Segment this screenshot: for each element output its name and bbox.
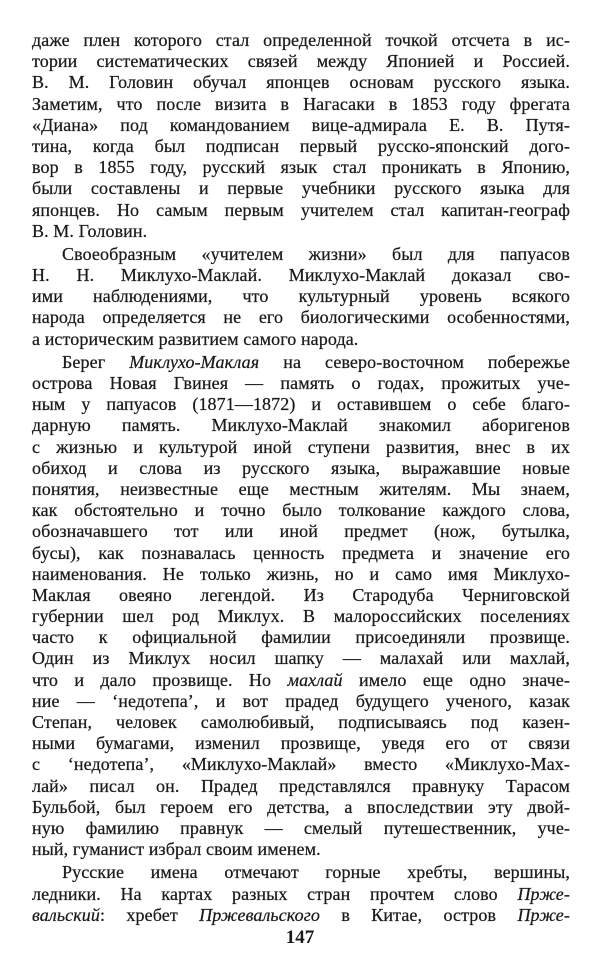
text-segment: с жизнью и культурой иной ступени развития, внес в их bbox=[32, 436, 570, 457]
text-segment: Маклая овеяно легендой. Из Стародуба Черниговской bbox=[32, 584, 570, 605]
text-line bbox=[32, 94, 570, 115]
text-line bbox=[32, 500, 570, 521]
text-line bbox=[32, 479, 570, 500]
text-line bbox=[32, 818, 570, 839]
text-segment: вор в 1855 году, русский язык стал проникать в Японию, bbox=[32, 157, 570, 178]
text-segment: что и дало прозвище. Но bbox=[32, 669, 288, 690]
text-segment: наименования. Не только жизнь, но и само имя Миклухо- bbox=[32, 563, 570, 584]
text-segment: лай» писал он. Прадед представлялся правнуку Тарасом bbox=[32, 775, 570, 796]
text-line bbox=[32, 244, 570, 265]
text-segment: понятия, неизвестные еще местным жителям. Мы знаем, bbox=[32, 478, 570, 499]
text-line bbox=[32, 670, 570, 691]
paragraph bbox=[32, 862, 570, 926]
text-line bbox=[32, 712, 570, 733]
text-line bbox=[32, 373, 570, 394]
text-line bbox=[32, 458, 570, 479]
text-segment: обиход и слова из русского языка, выражавшие новые bbox=[32, 457, 570, 478]
text-segment: в Китае, остров bbox=[319, 904, 518, 925]
text-line bbox=[32, 200, 570, 221]
document-body bbox=[32, 30, 570, 928]
text-line bbox=[32, 839, 570, 860]
text-line bbox=[32, 691, 570, 712]
italic-text: махлай bbox=[287, 669, 343, 690]
text-line bbox=[32, 905, 570, 926]
italic-text: Прже- bbox=[517, 883, 570, 904]
text-line bbox=[32, 178, 570, 199]
text-segment: Заметим, что после визита в Нагасаки в 1853 году фрегата bbox=[32, 93, 570, 114]
text-segment: Бульбой, был героем его детства, а впоследствии эту двой- bbox=[32, 796, 570, 817]
text-line bbox=[32, 115, 570, 136]
italic-text: Миклухо-Маклая bbox=[129, 351, 260, 372]
text-line bbox=[32, 72, 570, 93]
text-segment: Степан, человек самолюбивый, подписываясь под казен- bbox=[32, 712, 570, 732]
text-segment: имело еще одно значе- bbox=[342, 669, 570, 690]
italic-text: Пржевальского bbox=[199, 904, 320, 925]
text-segment: с ‘недотепа’, «Миклухо-Маклай» вместо «Миклухо-Мах- bbox=[32, 754, 570, 775]
text-segment: : хребет bbox=[99, 904, 200, 925]
text-segment: В. М. Головин обучал японцев основам русского языка. bbox=[32, 72, 570, 93]
text-segment: на северо-восточном побережье bbox=[259, 351, 570, 372]
text-segment: Один из Миклух носил шапку — малахай или махлай, bbox=[32, 648, 570, 669]
text-line bbox=[32, 415, 570, 436]
text-segment: Русские имена отмечают горные хребты, вершины, bbox=[62, 862, 570, 883]
text-line bbox=[32, 754, 570, 775]
text-line bbox=[32, 884, 570, 905]
text-line bbox=[32, 307, 570, 328]
paragraph bbox=[32, 30, 570, 242]
text-segment: народа определяется не его биологическими особенностями, bbox=[32, 307, 570, 328]
italic-text: Прже- bbox=[517, 904, 570, 925]
text-segment: ным у папуасов (1871—1872) и оставившем о себе благо- bbox=[32, 394, 570, 415]
text-line bbox=[32, 862, 570, 883]
text-line bbox=[32, 585, 570, 606]
text-line bbox=[32, 394, 570, 415]
text-segment: часто к официальной фамилии присоединяли прозвище. bbox=[32, 627, 570, 648]
text-segment: даже плен которого стал определенной точкой отсчета в ис- bbox=[32, 30, 570, 50]
text-segment: «Диана» под командованием вице-адмирала Е. В. Путя- bbox=[32, 114, 570, 135]
text-segment: были составлены и первые учебники русского языка для bbox=[32, 178, 570, 199]
text-line bbox=[32, 265, 570, 286]
text-segment: японцев. Но самым первым учителем стал капитан-географ bbox=[32, 199, 570, 220]
text-segment: ную фамилию правнук — смелый путешественник, уче- bbox=[32, 817, 570, 838]
text-segment: дарную память. Миклухо-Маклай знакомил аборигенов bbox=[32, 415, 570, 436]
text-line bbox=[32, 286, 570, 307]
italic-text: вальский bbox=[32, 904, 100, 925]
text-segment: ими наблюдениями, что культурный уровень всякого bbox=[32, 286, 570, 307]
text-segment: ными бумагами, изменил прозвище, уведя его от связи bbox=[32, 733, 570, 754]
text-line bbox=[32, 30, 570, 51]
text-segment: как обстоятельно и точно было толкование каждого слова, bbox=[32, 500, 570, 521]
text-segment: губернии шел род Миклух. В малороссийских поселениях bbox=[32, 606, 570, 627]
text-line bbox=[32, 797, 570, 818]
text-line bbox=[32, 564, 570, 585]
text-segment: бусы), как познавалась ценность предмета и значение его bbox=[32, 542, 570, 563]
text-segment: В. М. Головин. bbox=[32, 220, 148, 241]
text-line bbox=[32, 136, 570, 157]
text-line bbox=[32, 543, 570, 564]
text-line bbox=[32, 606, 570, 627]
text-line bbox=[32, 776, 570, 797]
text-segment: тина, когда был подписан первый русско-японский дого- bbox=[32, 135, 570, 156]
text-line bbox=[32, 221, 570, 242]
page-number: 147 bbox=[285, 927, 315, 948]
text-segment: ледники. На картах разных стран прочтем слово bbox=[32, 883, 518, 904]
text-line bbox=[32, 157, 570, 178]
paragraph bbox=[32, 352, 570, 861]
text-segment: острова Новая Гвинея — память о годах, прожитых уче- bbox=[32, 373, 570, 393]
text-segment: Берег bbox=[62, 351, 130, 372]
text-segment: ный, гуманист избрал своим именем. bbox=[32, 839, 321, 860]
text-line bbox=[32, 521, 570, 542]
text-line bbox=[32, 648, 570, 669]
text-line bbox=[32, 352, 570, 373]
text-segment: тории систематических связей между Японией и Россией. bbox=[32, 51, 570, 72]
text-segment: ние — ‘недотепа’, и вот прадед будущего ученого, казак bbox=[32, 690, 570, 711]
text-segment: а историческим развитием самого народа. bbox=[32, 328, 359, 349]
text-segment: обозначавшего тот или иной предмет (нож, бутылка, bbox=[32, 521, 570, 542]
text-segment: Н. Н. Миклухо-Маклай. Миклухо-Маклай доказал сво- bbox=[32, 265, 570, 286]
text-line bbox=[32, 329, 570, 350]
text-line bbox=[32, 437, 570, 458]
text-line bbox=[32, 51, 570, 72]
text-segment: Своеобразным «учителем жизни» был для папуасов bbox=[62, 243, 570, 264]
text-line bbox=[32, 733, 570, 754]
paragraph bbox=[32, 244, 570, 350]
text-line bbox=[32, 627, 570, 648]
